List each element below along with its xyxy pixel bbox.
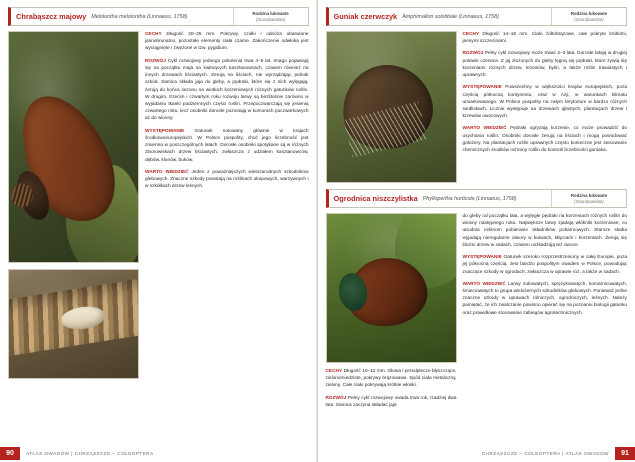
photo-chrabaszcz-adult: [8, 31, 139, 263]
species-latin-name: Melolontha melolontha (Linnaeus, 1758): [91, 13, 188, 20]
guniak-text-column: [463, 31, 628, 183]
ogrodnica-text-column: [463, 213, 628, 414]
page-number-right: 91: [615, 447, 635, 460]
right-footer: [318, 444, 635, 462]
left-footer: [0, 444, 317, 462]
left-image-column: [8, 31, 139, 379]
text-cechy: Długość 10–12 mm. Głowa i przedplecze błyszczące, zielonomiedziste, pokrywy brązowawe. Spód ciała metaliczny, zielony. Całe ciało pokrywają krótkie włoski.: [325, 369, 457, 389]
label-warto-wiedziec: WARTO WIEDZIEĆ: [462, 281, 506, 287]
species-header-guniak: [326, 7, 628, 26]
label-cechy: CECHY: [462, 32, 480, 37]
species-name: Guniak czerwczyk: [333, 12, 398, 21]
label-cechy: CECHY: [325, 369, 343, 374]
species-family: [551, 8, 626, 25]
species-latin-name: Amphimallon solstitiale (Linnaeus, 1758): [402, 13, 499, 20]
text-rozwoj: Cykl rozwojowy jednego pokolenia trwa 4–5 lat. Imago pojawiają się na początku maja na kwitnących kasztanowcach, czasem również na innych drzewach liściastych. Zerują na liściach, nie wyrządzając jednak szkód. Samica składa jaja do gleby, a pędraki, które się z nich wylęgają, żerują do końca sezonu na wiotkich korzeniowych różnych gatunków roślin. W drugim, trzecim i czwartym roku rozwoju larwy są bezlitośnie zarówno w wyjadaniu tkanki podziemnych części roślin. Przepoczwarczają się jesienią czwartego roku, lecz osobniki dorosłe pozostają w komorach poczwarkowych aż do wiosny.: [145, 58, 309, 122]
page-number-left: 90: [0, 447, 20, 460]
paragraph-wystepowanie: [463, 254, 628, 276]
text-cechy: Długość 14–18 mm. Ciało żółtobrązowe, całe pokryte krótkimi, jasnymi szczecinami.: [462, 32, 627, 45]
paragraph-rozwoj: [145, 58, 309, 123]
paragraph-warto-wiedziec: [463, 281, 628, 317]
ogrodnica-under-photo-text: [326, 368, 457, 409]
ogrodnica-image-column: [326, 213, 457, 414]
left-page-columns: [8, 31, 309, 379]
paragraph-cechy: [326, 368, 457, 390]
species-header-chrabaszcz: [8, 7, 309, 26]
family-label: Rodzina łukowate: [570, 11, 608, 17]
paragraph-cechy: [145, 31, 309, 53]
family-label: Rodzina łukowate: [252, 11, 289, 17]
ogrodnica-columns: [326, 213, 628, 414]
text-wystepowanie: Gatunek szeroko rozprzestrzeniony w całej Europie, poza jej północną częścią. Jest bardzo pospolitym owadem w Polsce, powodując znaczące szkody w ogrodach, zwłaszcza w uprawie róż, a także w sadach.: [462, 255, 627, 275]
text-cechy: Długość 20–25 mm. Pokrywy, czułki i odnóża ubarwione jasnobrunatno, pozostałe elementy ciała czarne. Zakończenie odwłoka jest wyciągnięte i zwężone w tzw. pygidium.: [145, 32, 309, 52]
paragraph-wystepowanie: [145, 128, 309, 164]
text-warto-wiedziec: Pędraki ogryzają korzenie, co może prowadzić do usychania roślin. Osobniki dorosłe żerują na liściach i mogą powodować gołożery. Na plantacjach roślin uprawnych często konieczne jest stosowanie chemicznych środków ochrony roślin do kontroli liczebności guniaka.: [462, 126, 627, 154]
text-warto-wiedziec: Jeden z poważniejszych wielozarodnych szkodników glebowych. Znaczne szkody powstają na roślinach okopowych, warzywnych i w szkółkach drzew leśnych.: [145, 169, 309, 190]
label-wystepowanie: WYSTĘPOWANIE: [145, 128, 185, 134]
footer-text-left: ATLAS OWADÓW | CHRZĄSZCZE – COLEOPTERA: [26, 450, 154, 456]
photo-guniak-adult: [326, 31, 457, 183]
family-latin: (Scarabaeidae): [574, 16, 604, 22]
paragraph-wystepowanie: [463, 84, 628, 120]
footer-text-right: CHRZĄSZCZE – COLEOPTERA | ATLAS OWADÓW: [481, 450, 609, 456]
photo-ogrodnica-adult: [326, 213, 457, 363]
paragraph-warto-wiedziec: [463, 125, 628, 154]
family-latin: (Scarabaeidae): [574, 198, 604, 204]
guniak-columns: [326, 31, 628, 183]
label-rozwoj: ROZWÓJ: [145, 58, 166, 64]
species-name: Chrabąszcz majowy: [16, 12, 87, 21]
label-wystepowanie: WYSTĘPOWANIE: [462, 255, 502, 261]
label-wystepowanie: WYSTĘPOWANIE: [462, 85, 502, 91]
label-cechy: CECHY: [145, 32, 162, 37]
family-latin: (Scarabaeidae): [255, 16, 286, 22]
label-warto-wiedziec: WARTO WIEDZIEĆ: [145, 169, 189, 175]
paragraph-cechy: [463, 31, 628, 45]
paragraph-intro-continued: do gleby od początku lata, a wylęgłe pędraki na korzeniach różnych roślin do wiosny następnego roku. Największe larwy zjadają włókniki korzeniowe, co utrudnia roślinom pobieranie składników pokarmowych. Starsze stadia wyjadają nieregularne otwory w bulwach, kłączach i korzeniach. Żerują się liścimi drzew w sadach, czasem uszkadzają też owoce.: [462, 214, 627, 248]
text-warto-wiedziec: Larwy żukowatych, sprężykowatych, komarnicowatych, śmieciowatych to grupa wielożernych szkodników glebowych. Ponieważ jedne znaczne szkody w uprawach rolniczych, ogrodniczych, leśnych. Należy pamiętać, że ich zwalczanie powinno opierać się na poznaniu biologii gatunku oraz prawidłowe stosowanie zabiegów agrotechnicznych.: [462, 281, 628, 316]
species-name: Ogrodnica niszczylistka: [333, 194, 418, 203]
family-label: Rodzina łukowate: [570, 193, 608, 199]
ogrodnica-block: [326, 189, 628, 414]
left-text-column: [145, 31, 309, 379]
photo-chrabaszcz-larva: [8, 269, 139, 379]
text-rozwoj: Pełny cykl rozwojowy może trwać 2–3 lata. Dorosłe latają w drugiej połowie czerwca. Z jaj złożonych do gleby lęgną się pędraki, które żywią się korzeniami różnych drzew, krzewów, bylin, a także roślin trawiastych i uprawnych.: [462, 51, 627, 79]
text-wystepowanie: Gatunek notowany głównie w krajach środkowoeuropejskich. W Polsce pospolity, choć jego liczebność jest zmienna w poszczególnych latach. Dorosłe osobniki spotykane są w różnych zbiorowiskach drzew liściastych, zwłaszcza z udziałem kasztanowców, dębów, klonów, buków.: [145, 128, 309, 163]
text-wystepowanie: Powszechny w większości krajów europejskich, poza częścią północną kontynentu, oraz w Azji, w warunkach klimatu umiarkowanego. W Polsce pospolity na całym terytorium w bardzo różnych siedliskach. Licznie występuje na drzewach iglastych, plantacjach drzew i krzewów owocowych.: [462, 85, 627, 120]
text-rozwoj: Pełny cykl rozwojowy owada trwa rok, rzadziej dwa lata. Samica zaczyna składać jaja: [325, 395, 457, 408]
paragraph-rozwoj: [326, 395, 457, 409]
paragraph-warto-wiedziec: [145, 169, 309, 191]
species-family: [233, 8, 308, 25]
paragraph-rozwoj: [463, 50, 628, 79]
guniak-image-column: [326, 31, 457, 183]
label-rozwoj: ROZWÓJ: [462, 51, 484, 57]
right-page: [318, 0, 635, 462]
species-header-ogrodnica: [326, 189, 628, 208]
species-family: [551, 190, 626, 207]
species-latin-name: Phyllopertha horticola (Linnaeus, 1758): [422, 195, 517, 202]
label-rozwoj: ROZWÓJ: [325, 395, 347, 401]
label-warto-wiedziec: WARTO WIEDZIEĆ: [462, 126, 507, 132]
